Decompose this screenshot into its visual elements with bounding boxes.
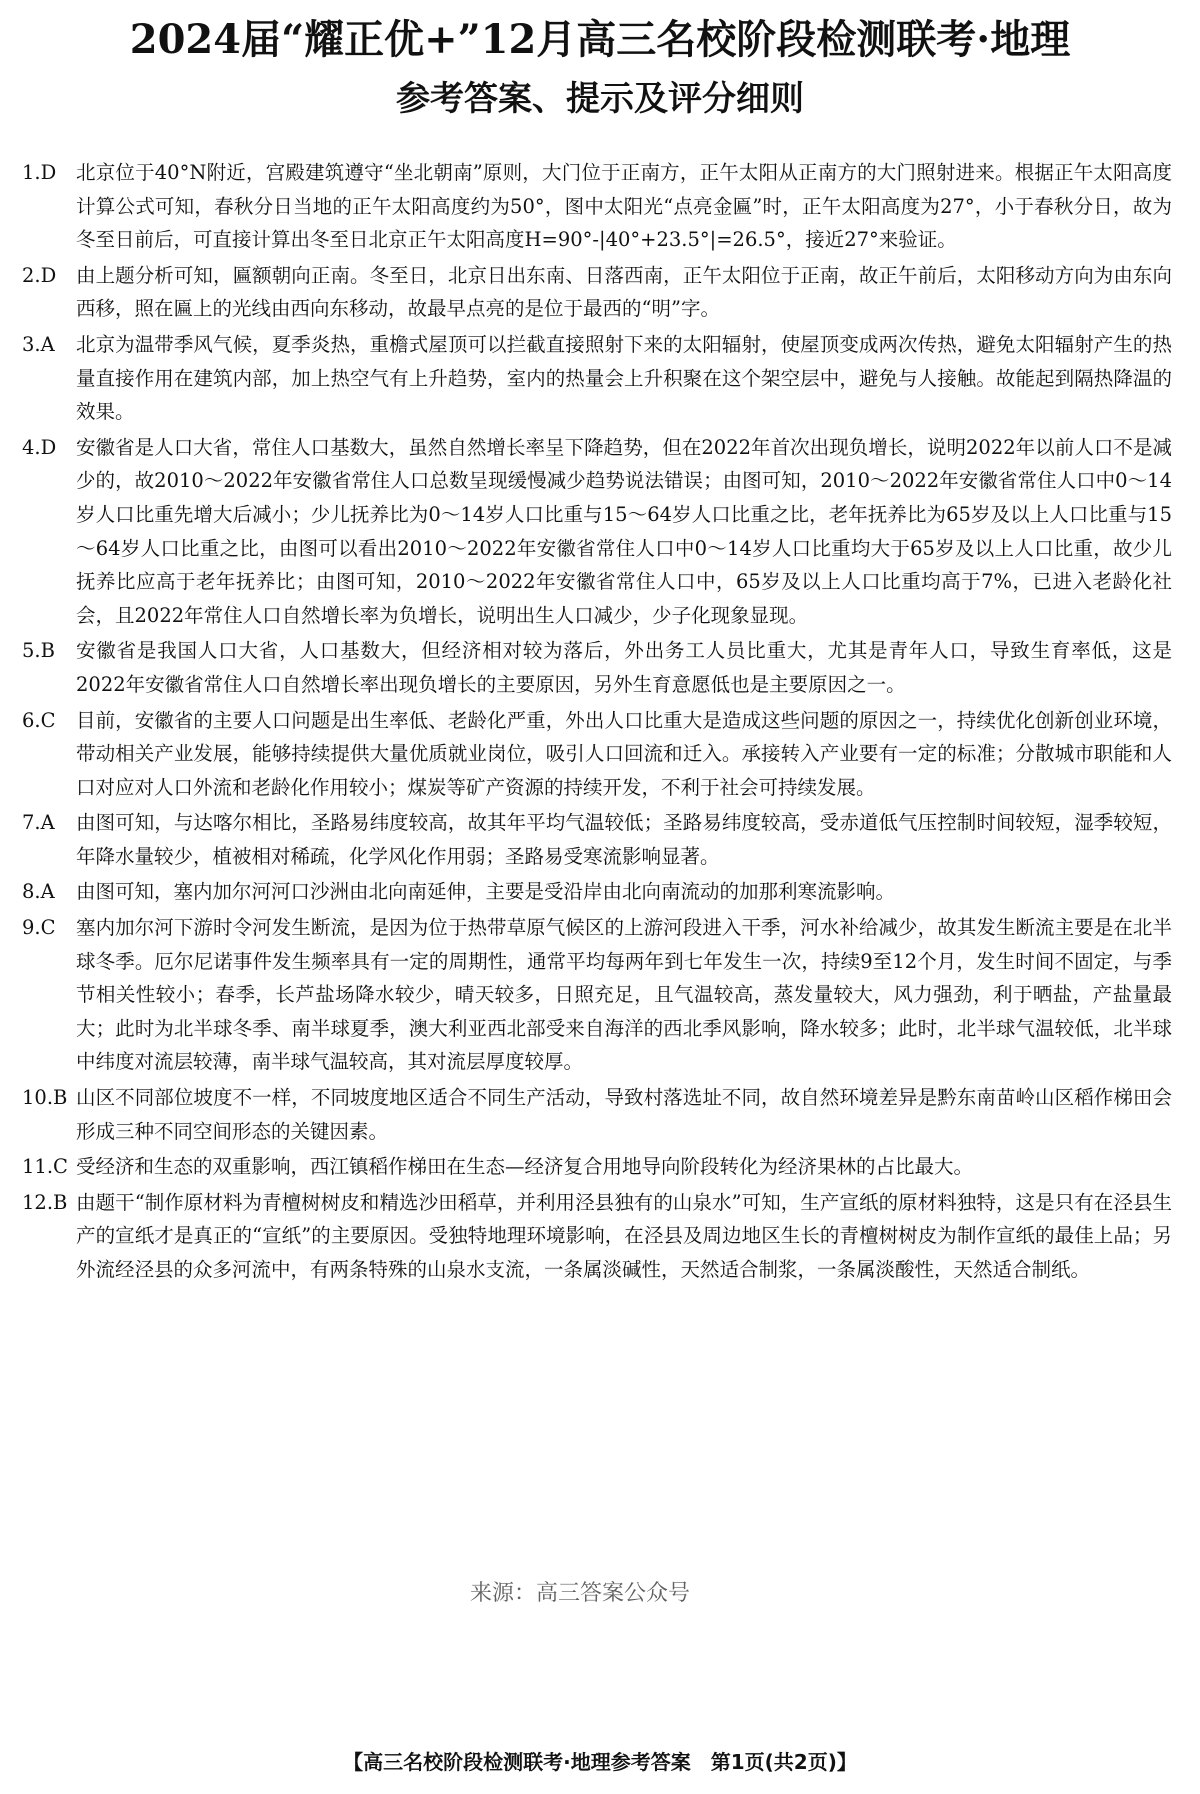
source-watermark: 来源：高三答案公众号 — [470, 1581, 691, 1606]
answer-number: 9.C — [22, 916, 56, 940]
answer-list — [22, 156, 1172, 1289]
answer-explanation: 由图可知，与达喀尔相比，圣路易纬度较高，故其年平均气温较低；圣路易纬度较高，受赤道低气压控制时间较短，湿季较短，年降水量较少，植被相对稀疏，化学风化作用弱；圣路易受寒流影响显著。 — [76, 811, 1172, 868]
answer-item-5 — [22, 634, 1172, 701]
answer-explanation: 受经济和生态的双重影响，西江镇稻作梯田在生态—经济复合用地导向阶段转化为经济果林的占比最大。 — [76, 1155, 974, 1179]
page-title: 2024届“耀正优+”12月高三名校阶段检测联考·地理 — [129, 16, 1071, 63]
page-subtitle: 参考答案、提示及评分细则 — [396, 79, 804, 119]
answer-explanation: 北京为温带季风气候，夏季炎热，重檐式屋顶可以拦截直接照射下来的太阳辐射，使屋顶变成两次传热，避免太阳辐射产生的热量直接作用在建筑内部，加上热空气有上升趋势，室内的热量会上升积聚在这个架空层中，避免与人接触。故能起到隔热降温的效果。 — [76, 332, 1172, 424]
answer-number: 12.B — [22, 1190, 68, 1214]
answer-item-8 — [22, 875, 1172, 909]
answer-number: 10.B — [22, 1086, 68, 1110]
answer-item-12 — [22, 1186, 1172, 1287]
answer-item-6 — [22, 704, 1172, 805]
answer-explanation: 山区不同部位坡度不一样，不同坡度地区适合不同生产活动，导致村落选址不同，故自然环境差异是黔东南苗岭山区稻作梯田会形成三种不同空间形态的关键因素。 — [76, 1086, 1172, 1143]
answer-number: 6.C — [22, 708, 56, 732]
answer-explanation: 安徽省是我国人口大省，人口基数大，但经济相对较为落后，外出务工人员比重大，尤其是青年人口，导致生育率低，这是2022年安徽省常住人口自然增长率出现负增长的主要原因，另外生育意愿低也是主要原因之一。 — [76, 639, 1172, 696]
answer-number: 5.B — [22, 639, 55, 663]
answer-item-2 — [22, 259, 1172, 326]
answer-number: 4.D — [22, 435, 57, 459]
answer-number: 8.A — [22, 880, 55, 904]
answer-explanation: 由图可知，塞内加尔河河口沙洲由北向南延伸，主要是受沿岸由北向南流动的加那利寒流影响。 — [76, 880, 896, 904]
answer-number: 2.D — [22, 263, 57, 287]
answer-item-4 — [22, 431, 1172, 633]
answer-item-7 — [22, 806, 1172, 873]
answer-number: 11.C — [22, 1155, 68, 1179]
answer-item-11 — [22, 1150, 1172, 1184]
answer-explanation: 由上题分析可知，匾额朝向正南。冬至日，北京日出东南、日落西南，正午太阳位于正南，故正午前后，太阳移动方向为由东向西移，照在匾上的光线由西向东移动，故最早点亮的是位于最西的“明”字。 — [76, 263, 1172, 321]
answer-number: 7.A — [22, 811, 55, 835]
answer-number: 1.D — [22, 161, 57, 184]
answer-item-3 — [22, 328, 1172, 429]
answer-explanation: 由题干“制作原材料为青檀树树皮和精选沙田稻草，并利用泾县独有的山泉水”可知，生产宣纸的原材料独特，这是只有在泾县生产的宣纸才是真正的“宣纸”的主要原因。受独特地理环境影响，在泾县及周边地区生长的青檀树树皮为制作宣纸的最佳上品；另外流经泾县的众多河流中，有两条特殊的山泉水支流，一条属淡碱性，天然适合制浆，一条属淡酸性，天然适合制纸。 — [76, 1190, 1172, 1281]
answer-explanation: 目前，安徽省的主要人口问题是出生率低、老龄化严重，外出人口比重大是造成这些问题的原因之一，持续优化创新创业环境，带动相关产业发展，能够持续提供大量优质就业岗位，吸引人口回流和迁入。承接转入产业要有一定的标准；分散城市职能和人口对应对人口外流和老龄化作用较小；煤炭等矿产资源的持续开发，不利于社会可持续发展。 — [76, 708, 1172, 799]
answer-explanation: 安徽省是人口大省，常住人口基数大，虽然自然增长率呈下降趋势，但在2022年首次出现负增长，说明2022年以前人口不是减少的，故2010～2022年安徽省常住人口总数呈现缓慢减少趋势说法错误；由图可知，2010～2022年安徽省常住人口中0～14岁人口比重先增大后减小；少儿抚养比为0～14岁人口比重与15～64岁人口比重之比，老年抚养比为65岁及以上人口比重与15～64岁人口比重之比，由图可以看出2010～2022年安徽省常住人口中0～14岁人口比重均大于65岁及以上人口比重，故少儿抚养比应高于老年抚养比；由图可知，2010～2022年安徽省常住人口中，65岁及以上人口比重均高于7%，已进入老龄化社会，且2022年常住人口自然增长率为负增长，说明出生人口减少，少子化现象显现。 — [76, 435, 1172, 627]
answer-item-10 — [22, 1081, 1172, 1148]
answer-item-9 — [22, 911, 1172, 1079]
page-footer: 【高三名校阶段检测联考·地理参考答案 第1页(共2页)】 — [343, 1750, 857, 1774]
answer-explanation: 塞内加尔河下游时令河发生断流，是因为位于热带草原气候区的上游河段进入干季，河水补给减少，故其发生断流主要是在北半球冬季。厄尔尼诺事件发生频率具有一定的周期性，通常平均每两年到七年发生一次，持续9至12个月，发生时间不固定，与季节相关性较小；春季，长芦盐场降水较少，晴天较多，日照充足，且气温较高，蒸发量较大，风力强劲，利于晒盐，产盐量最大；此时为北半球冬季、南半球夏季，澳大利亚西北部受来自海洋的西北季风影响，降水较多；此时，北半球气温较低，北半球中纬度对流层较薄，南半球气温较高，其对流层厚度较厚。 — [76, 916, 1172, 1074]
answer-explanation: 北京位于40°N附近，宫殿建筑遵守“坐北朝南”原则，大门位于正南方，正午太阳从正南方的大门照射进来。根据正午太阳高度计算公式可知，春秋分日当地的正午太阳高度约为50°，图中太阳光“点亮金匾”时，正午太阳高度为27°，小于春秋分日，故为冬至日前后，可直接计算出冬至日北京正午太阳高度H=90°-|40°+23.5°|=26.5°，接近27°来验证。 — [76, 161, 1172, 252]
answer-number: 3.A — [22, 332, 55, 356]
answer-item-1 — [22, 156, 1172, 257]
